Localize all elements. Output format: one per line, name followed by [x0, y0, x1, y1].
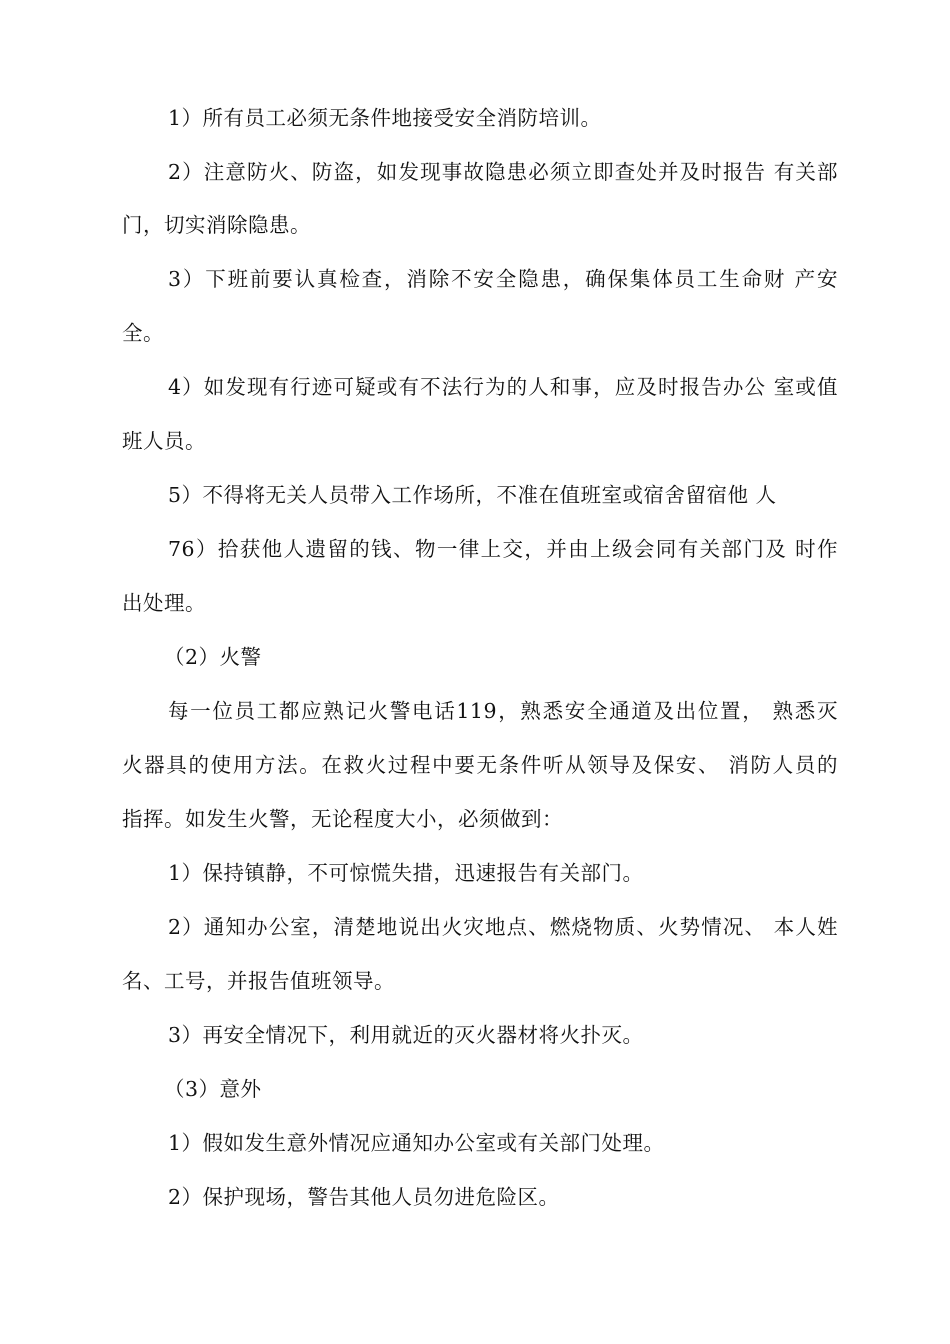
text-line: 4）如发现有行迹可疑或有不法行为的人和事，应及时报告办公 室或值: [168, 375, 838, 399]
text-line: 每一位员工都应熟记火警电话119，熟悉安全通道及出位置， 熟悉灭: [168, 699, 838, 723]
text-line: 2）通知办公室，清楚地说出火灾地点、燃烧物质、火势情况、 本人姓: [168, 915, 838, 939]
text-line: 2）注意防火、防盗，如发现事故隐患必须立即查处并及时报告 有关部: [168, 160, 838, 184]
text-line: 3）下班前要认真检查，消除不安全隐患，确保集体员工生命财 产安: [168, 267, 838, 291]
text-line: 名、工号，并报告值班领导。: [122, 969, 395, 993]
text-line: 5）不得将无关人员带入工作场所，不准在值班室或宿舍留宿他 人: [168, 483, 777, 507]
section-heading: （3）意外: [164, 1077, 262, 1101]
text-line: 班人员。: [122, 429, 206, 453]
text-line: 1）保持镇静，不可惊慌失措，迅速报告有关部门。: [168, 861, 644, 885]
text-line: 全。: [122, 321, 164, 345]
text-line: 门，切实消除隐患。: [122, 213, 311, 237]
text-line: 火器具的使用方法。在救火过程中要无条件听从领导及保安、 消防人员的: [122, 753, 838, 777]
text-line: 76）拾获他人遗留的钱、物一律上交，并由上级会同有关部门及 时作: [168, 537, 838, 561]
section-heading: （2）火警: [164, 645, 262, 669]
text-line: 3）再安全情况下，利用就近的灭火器材将火扑灭。: [168, 1023, 644, 1047]
text-line: 2）保护现场，警告其他人员勿进危险区。: [168, 1185, 560, 1209]
text-line: 指挥。如发生火警，无论程度大小，必须做到：: [122, 807, 563, 831]
text-line: 1）假如发生意外情况应通知办公室或有关部门处理。: [168, 1131, 665, 1155]
text-line: 出处理。: [122, 591, 206, 615]
text-line: 1）所有员工必须无条件地接受安全消防培训。: [168, 106, 602, 130]
